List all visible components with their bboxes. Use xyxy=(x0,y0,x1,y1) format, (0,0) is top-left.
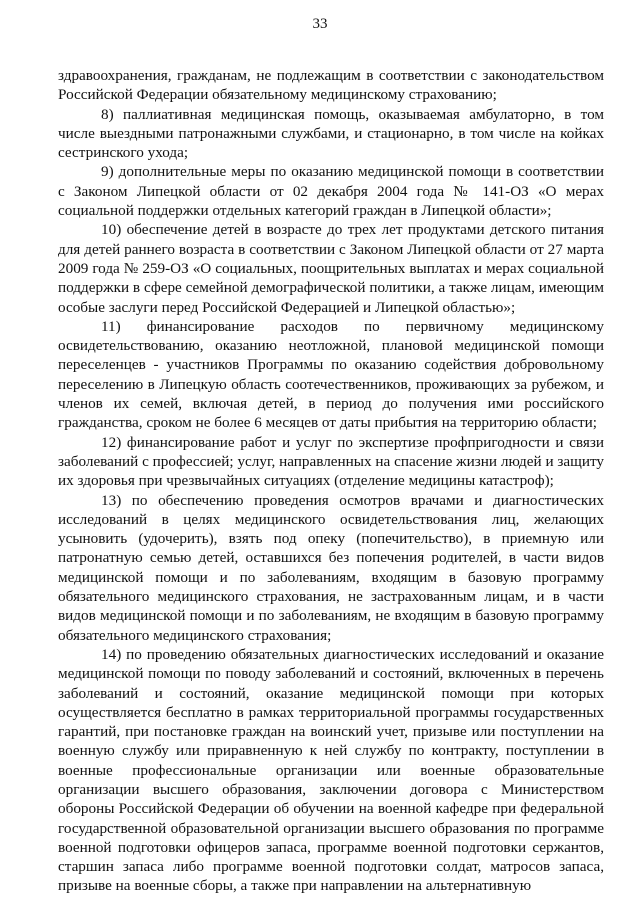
document-body xyxy=(58,66,604,896)
paragraph-item-12: 12) финансирование работ и услуг по экспертизе профпригодности и связи заболеваний с профессией; услуг, направленных на спасение жизни людей и защиту их здоровья при чрезвычайных ситуациях (отделение медицины катастроф); xyxy=(58,433,604,490)
paragraph-item-9: 9) дополнительные меры по оказанию медицинской помощи в соответствии с Законом Липецкой области от 02 декабря 2004 года № 141-ОЗ «О мерах социальной поддержки отдельных категорий граждан в Липецкой области»; xyxy=(58,163,604,220)
paragraph-item-8: 8) паллиативная медицинская помощь, оказываемая амбулаторно, в том числе выездными патронажными службами, и стационарно, в том числе на койках сестринского ухода; xyxy=(58,105,604,162)
paragraph-continuation: здравоохранения, гражданам, не подлежащим в соответствии с законодательством Российской Федерации обязательному медицинскому страхованию; xyxy=(58,67,604,104)
paragraph-item-10: 10) обеспечение детей в возрасте до трех лет продуктами детского питания для детей раннего возраста в соответствии с Законом Липецкой области от 27 марта 2009 года № 259-ОЗ «О социальных, поощрительных выплатах и мерах социальной поддержки в сфере семейной демографической политики, а также лицам, имеющим особые заслуги перед Российской Федерацией и Липецкой областью»; xyxy=(58,221,604,316)
paragraph-item-11: 11) финансирование расходов по первичному медицинскому освидетельствованию, оказанию неотложной, плановой медицинской помощи переселенцев - участников Программы по оказанию содействия добровольному переселению в Липецкую область соотечественников, проживающих за рубежом, и членов их семей, включая детей, в период до получения ими российского гражданства, сроком не более 6 месяцев от даты прибытия на территорию области; xyxy=(58,317,604,432)
page-number: 33 xyxy=(312,16,328,32)
paragraph-item-13: 13) по обеспечению проведения осмотров врачами и диагностических исследований в целях медицинского освидетельствования лиц, желающих усыновить (удочерить), взять под опеку (попечительство), в приемную или патронатную семью детей, оставшихся без попечения родителей, в части видов медицинской помощи и по заболеваниям, входящим в базовую программу обязательного медицинского страхования, не застрахованным лицам, и в части видов медицинской помощи и по заболеваниям, не входящим в базовую программу обязательного медицинского страхования; xyxy=(58,491,604,644)
paragraph-item-14: 14) по проведению обязательных диагностических исследований и оказание медицинской помощи по поводу заболеваний и состояний, включенных в перечень заболеваний и состояний, оказание медицинской помощи при которых осуществляется бесплатно в рамках территориальной программы государственных гарантий, при постановке граждан на воинский учет, призыве или поступлении на военную службу или приравненную к ней службу по контракту, поступлении в военные профессиональные организации или военные образовательные организации высшего образования, заключении договора с Министерством обороны Российской Федерации об обучении на военной кафедре при федеральной государственной образовательной организации высшего образования по программе военной подготовки офицеров запаса, программе военной подготовки сержантов, старшин запаса либо программе военной подготовки солдат, матросов запаса, призыве на военные сборы, а также при направлении на альтернативную xyxy=(58,645,604,895)
